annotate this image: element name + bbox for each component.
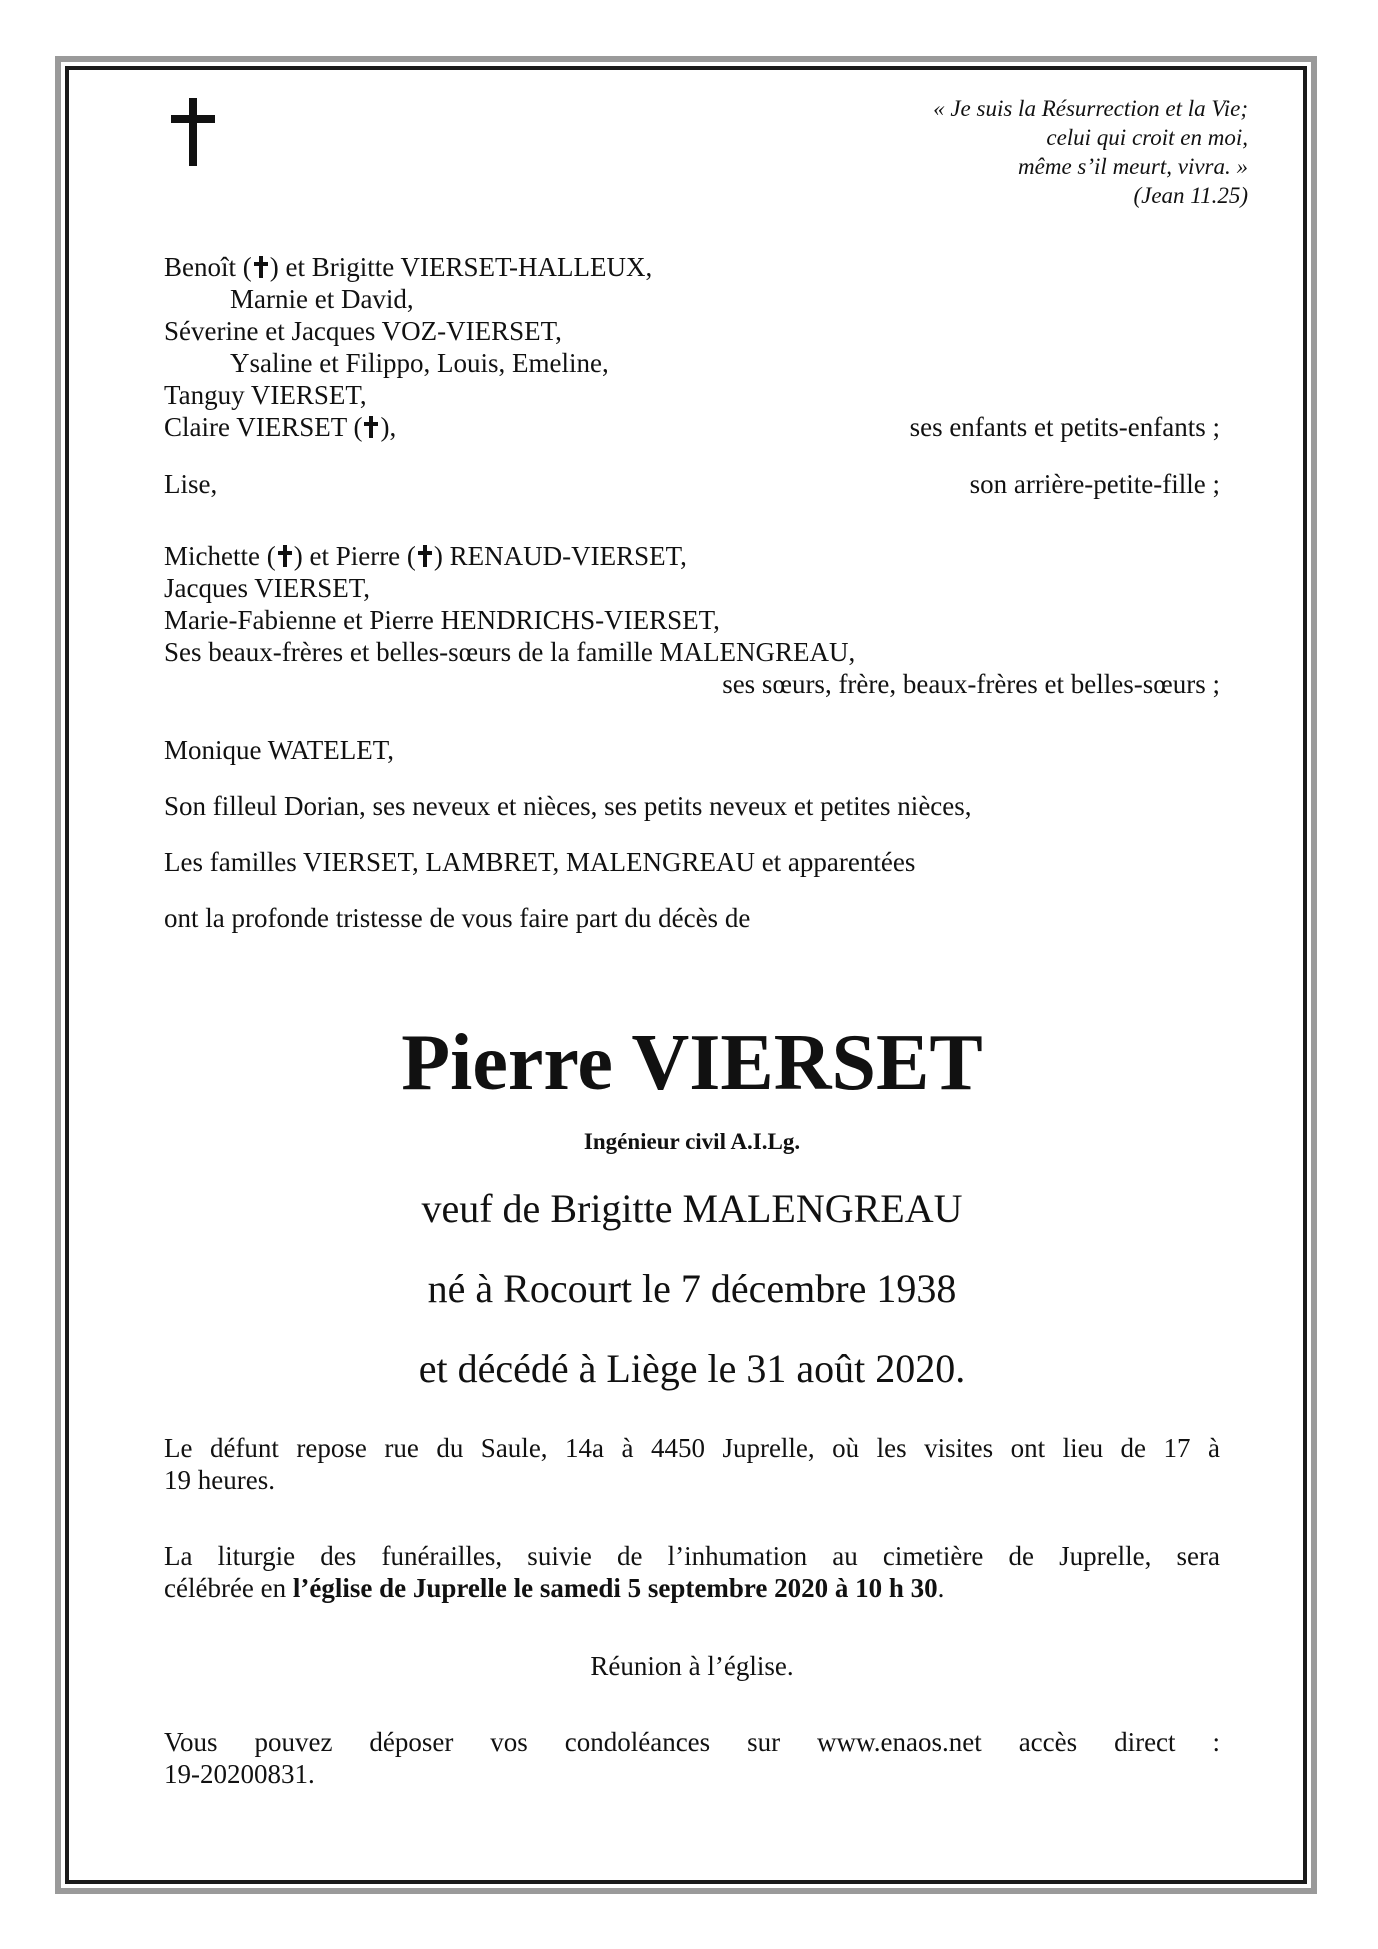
family-line: Ses beaux-frères et belles-sœurs de la famille MALENGREAU, xyxy=(164,637,856,667)
liturgy-line: La liturgie des funérailles, suivie de l’inhumation au cimetière de Juprelle, sera xyxy=(164,1541,1220,1571)
family-line: Marnie et David, xyxy=(230,284,414,314)
family-line: Lise, xyxy=(164,469,218,499)
deceased-title: Ingénieur civil A.I.Lg. xyxy=(583,1129,801,1154)
birth-line: né à Rocourt le 7 décembre 1938 xyxy=(427,1266,957,1311)
widower-line: veuf de Brigitte MALENGREAU xyxy=(421,1186,963,1231)
reunion-line: Réunion à l’église. xyxy=(590,1651,794,1681)
announcement-intro: ont la profonde tristesse de vous faire part du décès de xyxy=(164,903,751,933)
liturgy-emphasis: l’église de Juprelle le samedi 5 septembre 2020 à 10 h 30 xyxy=(292,1573,938,1603)
cross-icon xyxy=(364,416,378,438)
condolences-line: 19-20200831. xyxy=(164,1759,315,1789)
family-role: son arrière-petite-fille ; xyxy=(969,469,1220,499)
family-line: Ysaline et Filippo, Louis, Emeline, xyxy=(230,348,609,378)
family-line: Monique WATELET, xyxy=(164,735,394,765)
condolences-line: Vous pouvez déposer vos condoléances sur www.enaos.net accès direct : xyxy=(164,1727,1220,1757)
verse-line: celui qui croit en moi, xyxy=(1046,125,1248,150)
family-line: Tanguy VIERSET, xyxy=(164,380,367,410)
family-line: Marie-Fabienne et Pierre HENDRICHS-VIERSET, xyxy=(164,605,720,635)
cross-icon xyxy=(254,256,268,278)
verse-reference: (Jean 11.25) xyxy=(1133,183,1248,208)
family-role: ses sœurs, frère, beaux-frères et belles-sœurs ; xyxy=(722,669,1220,699)
liturgy-line: célébrée en l’église de Juprelle le samedi 5 septembre 2020 à 10 h 30. xyxy=(164,1573,945,1603)
family-line: Jacques VIERSET, xyxy=(164,573,370,603)
family-role: ses enfants et petits-enfants ; xyxy=(909,412,1220,442)
deceased-name: Pierre VIERSET xyxy=(401,1019,983,1107)
visitation-line: Le défunt repose rue du Saule, 14a à 4450 Juprelle, où les visites ont lieu de 17 à xyxy=(164,1433,1220,1463)
family-line: Les familles VIERSET, LAMBRET, MALENGREAU et apparentées xyxy=(164,847,916,877)
cross-icon xyxy=(418,545,432,567)
visitation-line: 19 heures. xyxy=(164,1465,275,1495)
cross-icon xyxy=(278,545,292,567)
family-line: Benoît ( ) et Brigitte VIERSET-HALLEUX, xyxy=(164,252,653,282)
bible-verse xyxy=(933,94,1248,210)
cross-icon xyxy=(171,98,215,166)
family-line: Son filleul Dorian, ses neveux et nièces, ses petits neveux et petites nièces, xyxy=(164,791,972,821)
verse-line: « Je suis la Résurrection et la Vie; xyxy=(933,96,1248,121)
family-line: Claire VIERSET ( ), xyxy=(164,412,397,442)
verse-line: même s’il meurt, vivra. » xyxy=(1018,154,1248,179)
family-line: Michette ( ) et Pierre ( ) RENAUD-VIERSET, xyxy=(164,541,687,571)
death-line: et décédé à Liège le 31 août 2020. xyxy=(418,1346,966,1391)
family-line: Séverine et Jacques VOZ-VIERSET, xyxy=(164,316,562,346)
